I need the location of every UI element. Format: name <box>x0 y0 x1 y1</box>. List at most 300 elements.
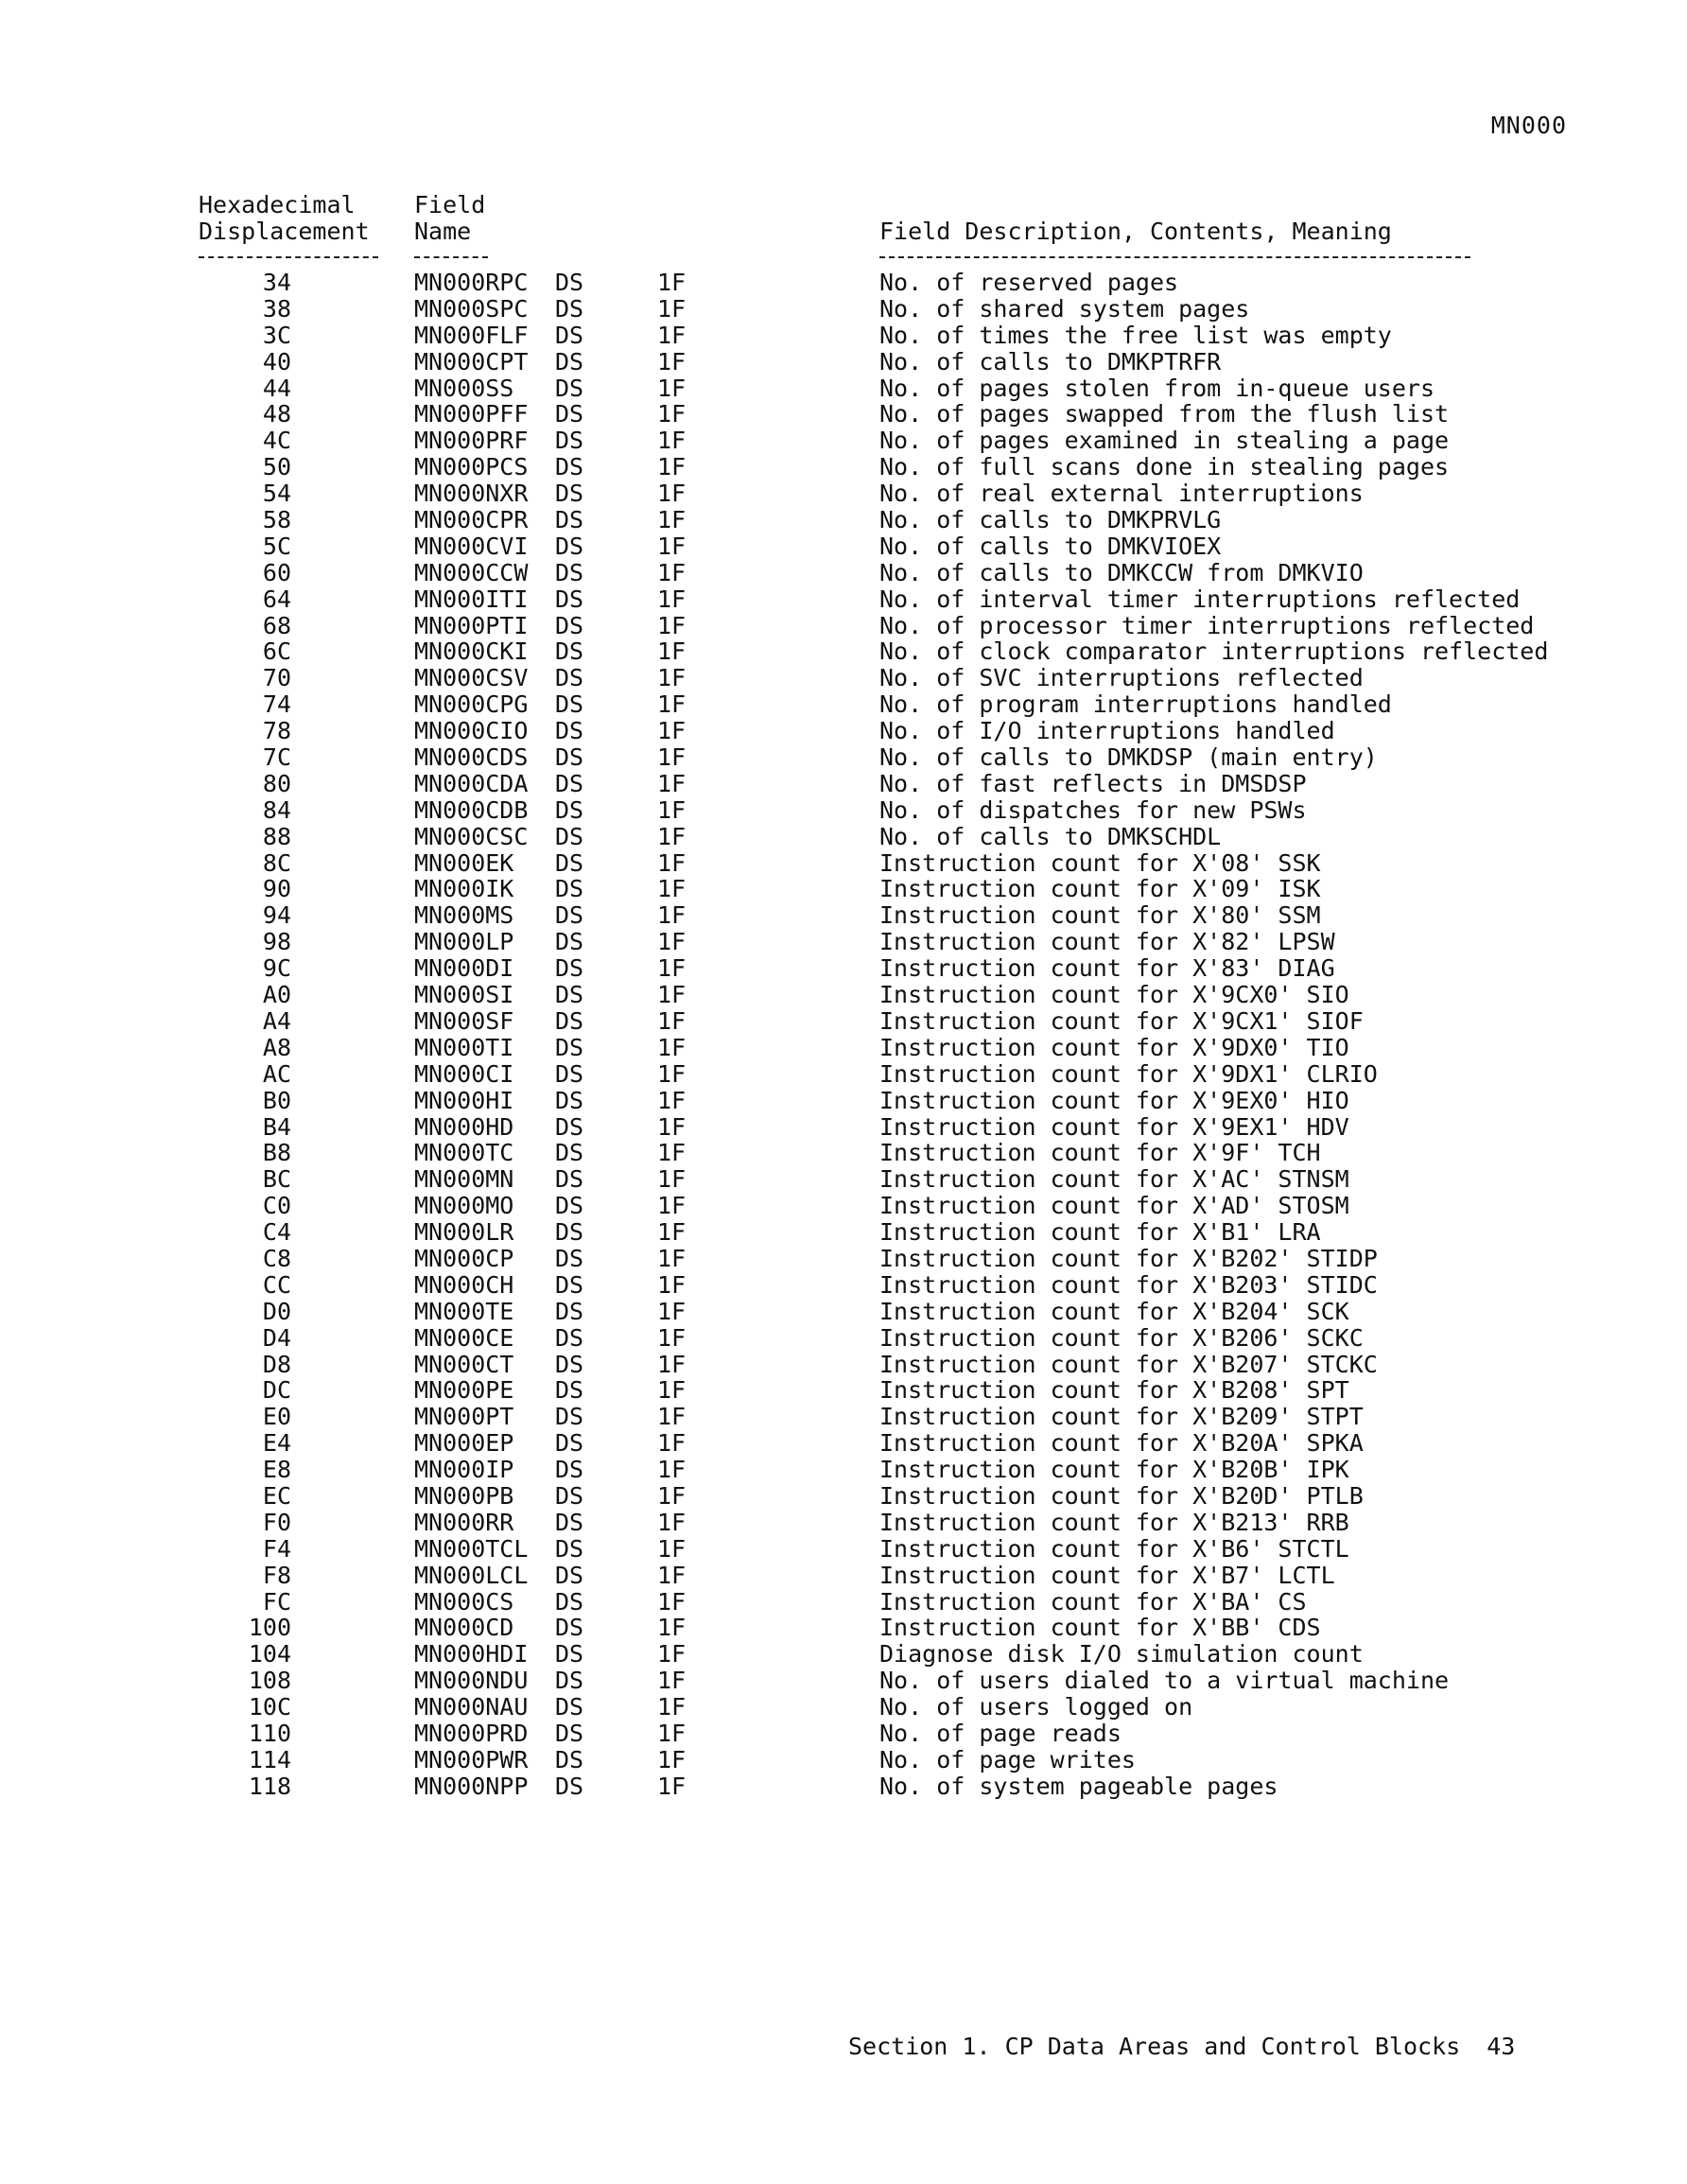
row-field-name: MN000CS <box>414 1587 514 1616</box>
row-length: 1F <box>657 585 687 613</box>
row-description: Instruction count for X'08' SSK <box>879 848 1321 877</box>
row-displacement: F0 <box>262 1508 291 1536</box>
row-description: No. of calls to DMKCCW from DMKVIO <box>879 558 1364 586</box>
row-displacement: 58 <box>262 506 291 534</box>
row-directive: DS <box>555 1192 584 1220</box>
row-description: No. of pages examined in stealing a page <box>879 427 1450 455</box>
row-field-name: MN000PWR <box>414 1745 529 1773</box>
row-displacement: B0 <box>262 1086 291 1114</box>
row-field-name: MN000PT <box>414 1403 514 1431</box>
row-displacement: E0 <box>262 1403 291 1431</box>
row-directive: DS <box>555 611 584 639</box>
row-length: 1F <box>657 1297 687 1325</box>
table-row <box>0 1377 1687 1404</box>
row-length: 1F <box>657 294 687 323</box>
table-row <box>0 1219 1687 1246</box>
table-row <box>0 1589 1687 1616</box>
row-description: No. of page writes <box>879 1745 1136 1773</box>
row-displacement: 8C <box>262 848 291 877</box>
row-field-name: MN000PFF <box>414 400 529 428</box>
row-length: 1F <box>657 822 687 850</box>
row-description: Diagnose disk I/O simulation count <box>879 1640 1364 1669</box>
row-description: No. of calls to DMKSCHDL <box>879 822 1222 850</box>
row-displacement: 54 <box>262 480 291 508</box>
table-row <box>0 1035 1687 1061</box>
row-directive: DS <box>555 453 584 481</box>
row-description: Instruction count for X'B213' RRB <box>879 1508 1349 1536</box>
row-field-name: MN000RPC <box>414 269 529 296</box>
row-description: Instruction count for X'B7' LCTL <box>879 1561 1335 1589</box>
row-displacement: D8 <box>262 1350 291 1378</box>
row-displacement: 7C <box>262 743 291 772</box>
row-displacement: E8 <box>262 1456 291 1484</box>
row-description: Instruction count for X'B207' STCKC <box>879 1350 1378 1378</box>
row-directive: DS <box>555 743 584 772</box>
table-row <box>0 771 1687 797</box>
row-field-name: MN000SPC <box>414 294 529 323</box>
row-directive: DS <box>555 1587 584 1616</box>
row-field-name: MN000CPG <box>414 690 529 719</box>
row-directive: DS <box>555 294 584 323</box>
row-displacement: DC <box>262 1376 291 1405</box>
row-displacement: 80 <box>262 769 291 797</box>
row-displacement: C0 <box>262 1192 291 1220</box>
row-directive: DS <box>555 1323 584 1352</box>
row-directive: DS <box>555 1693 584 1721</box>
row-length: 1F <box>657 1745 687 1773</box>
table-row <box>0 1272 1687 1299</box>
row-field-name: MN000CI <box>414 1059 514 1088</box>
row-field-name: MN000SF <box>414 1006 514 1035</box>
row-description: Instruction count for X'B208' SPT <box>879 1376 1349 1405</box>
row-field-name: MN000CIO <box>414 717 529 745</box>
table-row <box>0 1193 1687 1219</box>
header-rule-field-name <box>414 256 488 258</box>
row-displacement: 68 <box>262 611 291 639</box>
row-displacement: 104 <box>248 1640 291 1669</box>
row-field-name: MN000HDI <box>414 1640 529 1669</box>
row-length: 1F <box>657 374 687 402</box>
table-row <box>0 1325 1687 1352</box>
table-row <box>0 1088 1687 1114</box>
row-field-name: MN000RR <box>414 1508 514 1536</box>
row-length: 1F <box>657 453 687 481</box>
table-row <box>0 638 1687 665</box>
table-row <box>0 454 1687 480</box>
row-length: 1F <box>657 1165 687 1194</box>
table-row <box>0 270 1687 296</box>
row-length: 1F <box>657 1429 687 1458</box>
row-description: No. of I/O interruptions handled <box>879 717 1335 745</box>
row-directive: DS <box>555 717 584 745</box>
row-field-name: MN000CSV <box>414 664 529 692</box>
row-length: 1F <box>657 795 687 824</box>
row-directive: DS <box>555 875 584 903</box>
row-description: Instruction count for X'B209' STPT <box>879 1403 1364 1431</box>
row-length: 1F <box>657 690 687 719</box>
row-displacement: A8 <box>262 1033 291 1061</box>
row-description: No. of page reads <box>879 1719 1122 1747</box>
row-length: 1F <box>657 928 687 956</box>
row-directive: DS <box>555 1218 584 1247</box>
row-field-name: MN000CKI <box>414 638 529 666</box>
row-directive: DS <box>555 1059 584 1088</box>
row-length: 1F <box>657 1112 687 1141</box>
row-displacement: B8 <box>262 1139 291 1167</box>
row-field-name: MN000PRF <box>414 427 529 455</box>
row-displacement: FC <box>262 1587 291 1616</box>
row-displacement: 60 <box>262 558 291 586</box>
row-field-name: MN000MO <box>414 1192 514 1220</box>
row-field-name: MN000EP <box>414 1429 514 1458</box>
row-length: 1F <box>657 347 687 376</box>
row-description: Instruction count for X'9EX1' HDV <box>879 1112 1349 1141</box>
row-description: Instruction count for X'B202' STIDP <box>879 1244 1378 1272</box>
row-directive: DS <box>555 1745 584 1773</box>
row-displacement: 98 <box>262 928 291 956</box>
row-displacement: 38 <box>262 294 291 323</box>
table-row <box>0 1246 1687 1272</box>
row-displacement: 9C <box>262 954 291 983</box>
row-displacement: 64 <box>262 585 291 613</box>
row-description: No. of shared system pages <box>879 294 1250 323</box>
row-field-name: MN000TI <box>414 1033 514 1061</box>
table-row <box>0 1721 1687 1747</box>
header-field-name: Field Name <box>414 191 486 245</box>
row-directive: DS <box>555 769 584 797</box>
row-field-name: MN000SI <box>414 981 514 1009</box>
footer-section-title: Section 1. CP Data Areas and Control Blocks <box>848 2033 1461 2060</box>
row-directive: DS <box>555 1614 584 1642</box>
row-description: Instruction count for X'B204' SCK <box>879 1297 1349 1325</box>
row-displacement: 4C <box>262 427 291 455</box>
row-directive: DS <box>555 1561 584 1589</box>
row-description: No. of calls to DMKPRVLG <box>879 506 1222 534</box>
row-directive: DS <box>555 1376 584 1405</box>
row-length: 1F <box>657 269 687 296</box>
table-row <box>0 1352 1687 1378</box>
row-directive: DS <box>555 1640 584 1669</box>
row-description: Instruction count for X'AD' STOSM <box>879 1192 1349 1220</box>
row-displacement: 78 <box>262 717 291 745</box>
row-displacement: 108 <box>248 1667 291 1695</box>
table-row <box>0 1747 1687 1773</box>
row-directive: DS <box>555 1456 584 1484</box>
row-displacement: F8 <box>262 1561 291 1589</box>
row-directive: DS <box>555 1033 584 1061</box>
row-description: No. of reserved pages <box>879 269 1179 296</box>
row-directive: DS <box>555 321 584 349</box>
table-row <box>0 982 1687 1008</box>
row-description: Instruction count for X'9CX1' SIOF <box>879 1006 1364 1035</box>
table-row <box>0 691 1687 718</box>
row-directive: DS <box>555 664 584 692</box>
row-length: 1F <box>657 875 687 903</box>
row-description: No. of processor timer interruptions reflected <box>879 611 1535 639</box>
row-directive: DS <box>555 269 584 296</box>
row-displacement: 34 <box>262 269 291 296</box>
row-displacement: C8 <box>262 1244 291 1272</box>
row-description: No. of system pageable pages <box>879 1772 1278 1800</box>
row-displacement: F4 <box>262 1534 291 1563</box>
row-field-name: MN000LCL <box>414 1561 529 1589</box>
table-row <box>0 613 1687 639</box>
row-description: Instruction count for X'AC' STNSM <box>879 1165 1349 1194</box>
row-field-name: MN000HD <box>414 1112 514 1141</box>
row-field-name: MN000PTI <box>414 611 529 639</box>
row-description: No. of users dialed to a virtual machine <box>879 1667 1450 1695</box>
row-displacement: 94 <box>262 901 291 930</box>
row-field-name: MN000MS <box>414 901 514 930</box>
table-row <box>0 1061 1687 1088</box>
row-field-name: MN000CCW <box>414 558 529 586</box>
row-field-name: MN000PB <box>414 1481 514 1510</box>
row-description: No. of fast reflects in DMSDSP <box>879 769 1307 797</box>
table-row <box>0 1299 1687 1325</box>
row-field-name: MN000LR <box>414 1218 514 1247</box>
row-field-name: MN000CH <box>414 1270 514 1299</box>
row-length: 1F <box>657 901 687 930</box>
header-rule-displacement <box>199 256 378 258</box>
table-row <box>0 1483 1687 1510</box>
table-row <box>0 902 1687 929</box>
row-description: No. of interval timer interruptions reflected <box>879 585 1521 613</box>
row-field-name: MN000CVI <box>414 532 529 560</box>
row-field-name: MN000MN <box>414 1165 514 1194</box>
row-displacement: D4 <box>262 1323 291 1352</box>
page-footer <box>848 2033 1515 2060</box>
row-length: 1F <box>657 1270 687 1299</box>
table-row <box>0 797 1687 824</box>
row-directive: DS <box>555 347 584 376</box>
row-displacement: B4 <box>262 1112 291 1141</box>
row-displacement: 48 <box>262 400 291 428</box>
row-field-name: MN000CT <box>414 1350 514 1378</box>
row-directive: DS <box>555 427 584 455</box>
row-displacement: A0 <box>262 981 291 1009</box>
row-length: 1F <box>657 769 687 797</box>
row-description: Instruction count for X'BA' CS <box>879 1587 1307 1616</box>
row-length: 1F <box>657 1719 687 1747</box>
table-row <box>0 718 1687 744</box>
row-field-name: MN000FLF <box>414 321 529 349</box>
row-length: 1F <box>657 558 687 586</box>
row-directive: DS <box>555 400 584 428</box>
table-row <box>0 1404 1687 1430</box>
table-row <box>0 507 1687 533</box>
row-field-name: MN000ITI <box>414 585 529 613</box>
row-displacement: 100 <box>248 1614 291 1642</box>
table-row <box>0 1536 1687 1563</box>
row-directive: DS <box>555 1086 584 1114</box>
table-row <box>0 824 1687 850</box>
row-directive: DS <box>555 374 584 402</box>
row-displacement: C4 <box>262 1218 291 1247</box>
row-field-name: MN000DI <box>414 954 514 983</box>
row-field-name: MN000LP <box>414 928 514 956</box>
row-directive: DS <box>555 1719 584 1747</box>
page-id: MN000 <box>1490 112 1567 139</box>
row-length: 1F <box>657 1403 687 1431</box>
row-length: 1F <box>657 506 687 534</box>
row-field-name: MN000HI <box>414 1086 514 1114</box>
row-field-name: MN000NPP <box>414 1772 529 1800</box>
row-length: 1F <box>657 1033 687 1061</box>
row-description: Instruction count for X'83' DIAG <box>879 954 1335 983</box>
row-length: 1F <box>657 1667 687 1695</box>
row-directive: DS <box>555 901 584 930</box>
row-displacement: 3C <box>262 321 291 349</box>
row-field-name: MN000CDS <box>414 743 529 772</box>
row-directive: DS <box>555 928 584 956</box>
table-row <box>0 1641 1687 1668</box>
row-length: 1F <box>657 1693 687 1721</box>
row-description: No. of users logged on <box>879 1693 1193 1721</box>
row-directive: DS <box>555 1508 584 1536</box>
row-description: Instruction count for X'B1' LRA <box>879 1218 1321 1247</box>
table-row <box>0 665 1687 691</box>
row-description: No. of dispatches for new PSWs <box>879 795 1307 824</box>
row-length: 1F <box>657 1086 687 1114</box>
row-description: No. of calls to DMKDSP (main entry) <box>879 743 1378 772</box>
row-displacement: 50 <box>262 453 291 481</box>
row-length: 1F <box>657 400 687 428</box>
row-directive: DS <box>555 690 584 719</box>
row-length: 1F <box>657 1456 687 1484</box>
table-row <box>0 744 1687 771</box>
row-length: 1F <box>657 1218 687 1247</box>
row-description: Instruction count for X'B203' STIDC <box>879 1270 1378 1299</box>
row-displacement: 6C <box>262 638 291 666</box>
row-length: 1F <box>657 1192 687 1220</box>
row-field-name: MN000IK <box>414 875 514 903</box>
row-description: No. of full scans done in stealing pages <box>879 453 1450 481</box>
row-displacement: 74 <box>262 690 291 719</box>
row-directive: DS <box>555 848 584 877</box>
table-row <box>0 955 1687 982</box>
row-displacement: 44 <box>262 374 291 402</box>
row-displacement: 40 <box>262 347 291 376</box>
row-description: Instruction count for X'82' LPSW <box>879 928 1335 956</box>
row-directive: DS <box>555 1297 584 1325</box>
table-row <box>0 323 1687 349</box>
table-row <box>0 586 1687 613</box>
row-length: 1F <box>657 717 687 745</box>
table-row <box>0 1510 1687 1536</box>
row-directive: DS <box>555 1165 584 1194</box>
row-length: 1F <box>657 954 687 983</box>
row-directive: DS <box>555 1534 584 1563</box>
table-row <box>0 929 1687 955</box>
table-row <box>0 1114 1687 1141</box>
row-displacement: 114 <box>248 1745 291 1773</box>
row-description: No. of program interruptions handled <box>879 690 1392 719</box>
row-description: No. of clock comparator interruptions reflected <box>879 638 1549 666</box>
row-length: 1F <box>657 1772 687 1800</box>
row-displacement: D0 <box>262 1297 291 1325</box>
row-field-name: MN000EK <box>414 848 514 877</box>
row-field-name: MN000SS <box>414 374 514 402</box>
row-directive: DS <box>555 506 584 534</box>
row-field-name: MN000CE <box>414 1323 514 1352</box>
row-length: 1F <box>657 427 687 455</box>
row-description: Instruction count for X'9DX0' TIO <box>879 1033 1349 1061</box>
table-row <box>0 296 1687 323</box>
row-description: Instruction count for X'09' ISK <box>879 875 1321 903</box>
row-directive: DS <box>555 532 584 560</box>
row-field-name: MN000PRD <box>414 1719 529 1747</box>
table-row <box>0 1563 1687 1589</box>
row-field-name: MN000CDA <box>414 769 529 797</box>
row-length: 1F <box>657 1481 687 1510</box>
row-length: 1F <box>657 1640 687 1669</box>
row-field-name: MN000NXR <box>414 480 529 508</box>
row-description: No. of real external interruptions <box>879 480 1364 508</box>
row-description: Instruction count for X'80' SSM <box>879 901 1321 930</box>
row-length: 1F <box>657 1006 687 1035</box>
row-field-name: MN000TE <box>414 1297 514 1325</box>
row-displacement: 88 <box>262 822 291 850</box>
row-displacement: EC <box>262 1481 291 1510</box>
row-length: 1F <box>657 1323 687 1352</box>
row-displacement: E4 <box>262 1429 291 1458</box>
row-directive: DS <box>555 480 584 508</box>
row-directive: DS <box>555 638 584 666</box>
table-row <box>0 401 1687 428</box>
row-displacement: AC <box>262 1059 291 1088</box>
table-row <box>0 349 1687 376</box>
table-row <box>0 1008 1687 1035</box>
row-description: Instruction count for X'9F' TCH <box>879 1139 1321 1167</box>
row-directive: DS <box>555 1350 584 1378</box>
table-row <box>0 560 1687 586</box>
row-description: Instruction count for X'9CX0' SIO <box>879 981 1349 1009</box>
row-description: Instruction count for X'B20B' IPK <box>879 1456 1349 1484</box>
row-displacement: A4 <box>262 1006 291 1035</box>
table-row <box>0 1430 1687 1457</box>
row-field-name: MN000CPR <box>414 506 529 534</box>
table-row <box>0 428 1687 454</box>
header-displacement: Hexadecimal Displacement <box>199 191 370 245</box>
table-row <box>0 1694 1687 1721</box>
row-field-name: MN000IP <box>414 1456 514 1484</box>
row-field-name: MN000CD <box>414 1614 514 1642</box>
row-directive: DS <box>555 1667 584 1695</box>
row-length: 1F <box>657 1139 687 1167</box>
row-length: 1F <box>657 1561 687 1589</box>
row-displacement: 5C <box>262 532 291 560</box>
row-field-name: MN000PE <box>414 1376 514 1405</box>
row-directive: DS <box>555 1006 584 1035</box>
row-length: 1F <box>657 321 687 349</box>
row-length: 1F <box>657 664 687 692</box>
row-description: No. of times the free list was empty <box>879 321 1392 349</box>
row-directive: DS <box>555 822 584 850</box>
row-directive: DS <box>555 1481 584 1510</box>
row-directive: DS <box>555 1270 584 1299</box>
row-field-name: MN000CDB <box>414 795 529 824</box>
row-length: 1F <box>657 532 687 560</box>
row-field-name: MN000CPT <box>414 347 529 376</box>
row-length: 1F <box>657 611 687 639</box>
table-row <box>0 1773 1687 1800</box>
row-directive: DS <box>555 1244 584 1272</box>
row-field-name: MN000CP <box>414 1244 514 1272</box>
row-field-name: MN000NDU <box>414 1667 529 1695</box>
row-directive: DS <box>555 558 584 586</box>
row-displacement: CC <box>262 1270 291 1299</box>
row-description: No. of SVC interruptions reflected <box>879 664 1364 692</box>
